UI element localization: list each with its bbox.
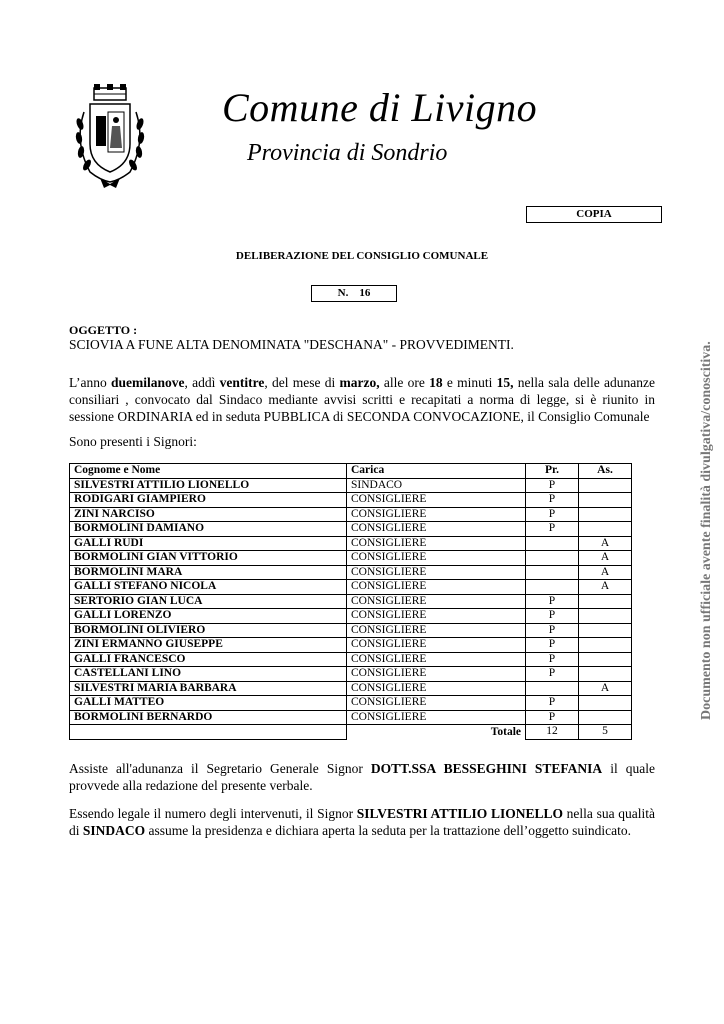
presidenza-text: assume la presidenza e dichiara aperta la seduta per la trattazione dell’oggetto suindicato. bbox=[145, 823, 631, 838]
copia-box: COPIA bbox=[526, 206, 662, 223]
table-row bbox=[70, 507, 632, 522]
comune-title: Comune di Livigno bbox=[222, 85, 538, 130]
deliberation-number-box bbox=[311, 285, 397, 302]
intro-ore: 18 bbox=[429, 375, 443, 390]
total-pr: 12 bbox=[526, 725, 579, 740]
intro-mese: marzo, bbox=[339, 375, 380, 390]
cell-pr bbox=[526, 580, 579, 595]
cell-carica: CONSIGLIERE bbox=[347, 536, 526, 551]
presidenza-text: nella sua qualità di bbox=[69, 806, 656, 838]
cell-name: BORMOLINI GIAN VITTORIO bbox=[70, 551, 347, 566]
number-label: N. bbox=[337, 287, 349, 299]
table-row bbox=[70, 667, 632, 682]
cell-carica: CONSIGLIERE bbox=[347, 551, 526, 566]
oggetto-text: SCIOVIA A FUNE ALTA DENOMINATA "DESCHANA" - PROVVEDIMENTI. bbox=[69, 337, 514, 352]
cell-name: GALLI STEFANO NICOLA bbox=[70, 580, 347, 595]
cell-as bbox=[579, 478, 632, 493]
cell-as: A bbox=[579, 681, 632, 696]
cell-carica: CONSIGLIERE bbox=[347, 522, 526, 537]
cell-name: GALLI MATTEO bbox=[70, 696, 347, 711]
cell-carica: CONSIGLIERE bbox=[347, 493, 526, 508]
cell-carica: CONSIGLIERE bbox=[347, 667, 526, 682]
cell-as bbox=[579, 493, 632, 508]
cell-as: A bbox=[579, 580, 632, 595]
cell-carica: CONSIGLIERE bbox=[347, 681, 526, 696]
presidenza-text: Essendo legale il numero degli intervenuti, il Signor bbox=[69, 806, 357, 821]
intro-text: , addì bbox=[184, 375, 220, 390]
header-pr: Pr. bbox=[526, 464, 579, 479]
intro-text: L’anno bbox=[69, 375, 112, 390]
oggetto-label: OGGETTO : bbox=[69, 323, 138, 337]
cell-as: A bbox=[579, 565, 632, 580]
total-as: 5 bbox=[579, 725, 632, 740]
intro-text: , del mese di bbox=[264, 375, 340, 390]
table-row bbox=[70, 493, 632, 508]
table-row bbox=[70, 522, 632, 537]
cell-name: GALLI RUDI bbox=[70, 536, 347, 551]
cell-pr bbox=[526, 565, 579, 580]
cell-carica: CONSIGLIERE bbox=[347, 565, 526, 580]
cell-pr: P bbox=[526, 667, 579, 682]
cell-carica: CONSIGLIERE bbox=[347, 594, 526, 609]
table-row bbox=[70, 594, 632, 609]
table-row bbox=[70, 551, 632, 566]
cell-name: GALLI FRANCESCO bbox=[70, 652, 347, 667]
cell-name: SERTORIO GIAN LUCA bbox=[70, 594, 347, 609]
cell-as bbox=[579, 507, 632, 522]
cell-carica: CONSIGLIERE bbox=[347, 696, 526, 711]
segretario-text: il quale provvede alla redazione del presente verbale. bbox=[69, 761, 655, 793]
cell-pr: P bbox=[526, 609, 579, 624]
cell-name: BORMOLINI MARA bbox=[70, 565, 347, 580]
table-row bbox=[70, 478, 632, 493]
table-row bbox=[70, 580, 632, 595]
cell-as bbox=[579, 594, 632, 609]
cell-pr: P bbox=[526, 493, 579, 508]
header-carica: Carica bbox=[347, 464, 526, 479]
intro-text: alle ore bbox=[379, 375, 430, 390]
intro-text: e minuti bbox=[442, 375, 497, 390]
cell-name: GALLI LORENZO bbox=[70, 609, 347, 624]
cell-pr: P bbox=[526, 638, 579, 653]
intro-minuti: 15, bbox=[496, 375, 514, 390]
provincia-subtitle: Provincia di Sondrio bbox=[247, 140, 448, 166]
table-row bbox=[70, 681, 632, 696]
cell-as bbox=[579, 652, 632, 667]
cell-carica: CONSIGLIERE bbox=[347, 507, 526, 522]
cell-pr bbox=[526, 681, 579, 696]
table-row bbox=[70, 536, 632, 551]
members-table bbox=[69, 463, 632, 740]
cell-as bbox=[579, 710, 632, 725]
table-row bbox=[70, 638, 632, 653]
cell-pr bbox=[526, 551, 579, 566]
cell-as: A bbox=[579, 551, 632, 566]
cell-carica: CONSIGLIERE bbox=[347, 580, 526, 595]
cell-pr bbox=[526, 536, 579, 551]
side-disclaimer: Documento non ufficiale avente finalità divulgativa/conoscitiva. bbox=[699, 341, 714, 721]
table-row bbox=[70, 696, 632, 711]
cell-name: RODIGARI GIAMPIERO bbox=[70, 493, 347, 508]
intro-paragraph bbox=[69, 374, 655, 425]
cell-carica: CONSIGLIERE bbox=[347, 638, 526, 653]
segretario-name: DOTT.SSA BESSEGHINI STEFANIA bbox=[370, 761, 603, 776]
cell-name: ZINI NARCISO bbox=[70, 507, 347, 522]
header-name: Cognome e Nome bbox=[70, 464, 347, 479]
intro-text: nella sala delle adunanze consiliari , convocato dal Sindaco mediante avvisi scritti e recapitati a norma di legge, si è riunito in sessione ORDINARIA ed in seduta PUBBLICA di SECONDA CONVOCAZIONE, il Consiglio Comunale bbox=[69, 375, 655, 424]
table-header-row bbox=[70, 464, 632, 479]
cell-as bbox=[579, 638, 632, 653]
cell-as bbox=[579, 623, 632, 638]
total-row bbox=[70, 725, 632, 740]
cell-pr: P bbox=[526, 710, 579, 725]
table-row bbox=[70, 652, 632, 667]
cell-as bbox=[579, 696, 632, 711]
cell-name: SILVESTRI ATTILIO LIONELLO bbox=[70, 478, 347, 493]
cell-carica: CONSIGLIERE bbox=[347, 609, 526, 624]
cell-name: BORMOLINI OLIVIERO bbox=[70, 623, 347, 638]
cell-pr: P bbox=[526, 652, 579, 667]
presidenza-role: SINDACO bbox=[82, 823, 146, 838]
cell-name: SILVESTRI MARIA BARBARA bbox=[70, 681, 347, 696]
table-row bbox=[70, 609, 632, 624]
cell-as bbox=[579, 667, 632, 682]
cell-name: CASTELLANI LINO bbox=[70, 667, 347, 682]
cell-pr: P bbox=[526, 594, 579, 609]
intro-anno: duemilanove bbox=[111, 375, 185, 390]
cell-pr: P bbox=[526, 507, 579, 522]
cell-carica: CONSIGLIERE bbox=[347, 652, 526, 667]
cell-carica: CONSIGLIERE bbox=[347, 710, 526, 725]
coat-of-arms-logo bbox=[70, 82, 150, 192]
presidenza-paragraph bbox=[69, 805, 655, 839]
cell-carica: CONSIGLIERE bbox=[347, 623, 526, 638]
table-row bbox=[70, 565, 632, 580]
presenti-label: Sono presenti i Signori: bbox=[69, 434, 197, 449]
header-as: As. bbox=[579, 464, 632, 479]
cell-name: BORMOLINI BERNARDO bbox=[70, 710, 347, 725]
segretario-paragraph bbox=[69, 760, 655, 794]
total-label: Totale bbox=[490, 725, 521, 738]
presidenza-name: SILVESTRI ATTILIO LIONELLO bbox=[356, 806, 563, 821]
cell-pr: P bbox=[526, 696, 579, 711]
table-row bbox=[70, 710, 632, 725]
cell-name: BORMOLINI DAMIANO bbox=[70, 522, 347, 537]
cell-carica: SINDACO bbox=[347, 478, 526, 493]
document-title: DELIBERAZIONE DEL CONSIGLIO COMUNALE bbox=[235, 250, 489, 262]
cell-name: ZINI ERMANNO GIUSEPPE bbox=[70, 638, 347, 653]
cell-as bbox=[579, 522, 632, 537]
cell-pr: P bbox=[526, 623, 579, 638]
table-row bbox=[70, 623, 632, 638]
cell-as: A bbox=[579, 536, 632, 551]
cell-pr: P bbox=[526, 522, 579, 537]
segretario-text: Assiste all'adunanza il Segretario Generale Signor bbox=[69, 761, 371, 776]
cell-pr: P bbox=[526, 478, 579, 493]
intro-giorno: ventitre bbox=[219, 375, 265, 390]
number-value: 16 bbox=[359, 287, 371, 299]
cell-as bbox=[579, 609, 632, 624]
